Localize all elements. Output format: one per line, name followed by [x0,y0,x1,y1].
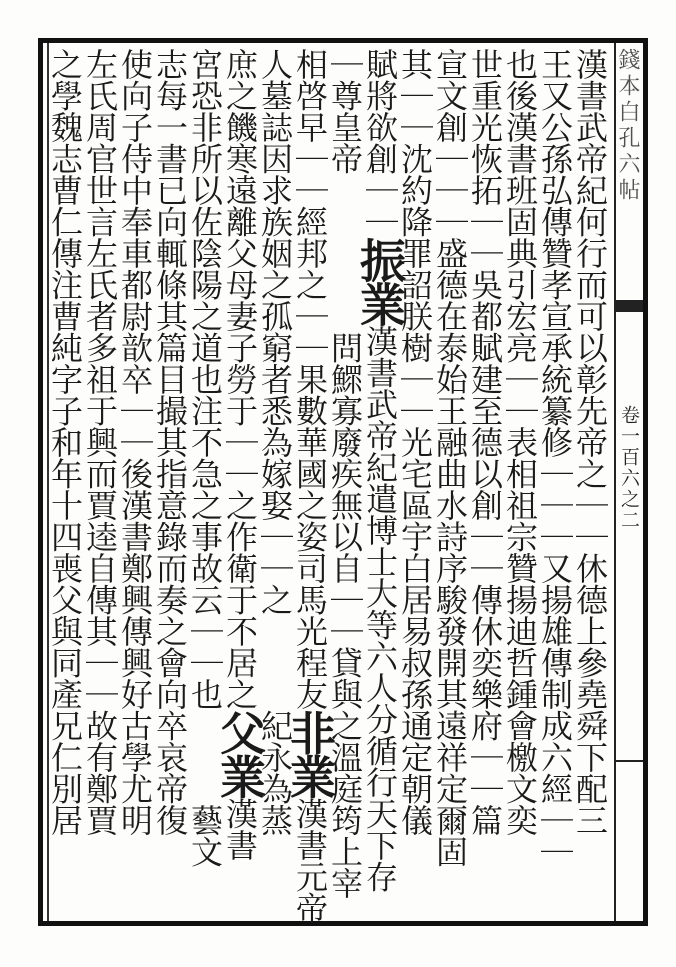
column-text: 左氏周官世言左氏者多祖于興而賈逵自傳其｜｜故有鄭賈 [81,48,119,836]
column-text: 宮恐非所以佐陰陽之道也注不急之事故云｜｜也 [186,48,224,710]
column-text: 也後漢書班固典引宏亮｜｜表相祖宗贊揚迪哲鍾會檄文奕 [501,48,539,836]
gutter-divider [616,760,643,762]
column-text: 宣文創｜｜｜盛德在泰始王融曲水詩序駿發開其遠祥定爾固 [431,48,469,867]
column-text: 賦將欲創｜｜ [361,48,399,237]
frame-top-border [38,38,648,43]
gutter-volume-label: 卷一百六之二 [618,405,640,531]
frame-right-border [643,38,648,926]
column-text: 志每一書已向輒條其篇目撮其指意錄而奏之會向卒哀帝復 [151,48,189,836]
column-text: 相啓早｜｜經邦之｜｜果數華國之姿司馬光程友 [291,48,329,710]
column-text: 庶之饑寒遠離父母妻子勞于｜｜之作衛于不居之 [221,48,259,710]
column-text: 人墓誌因求族姻之孤窮者悉為嫁娶｜｜之 [256,48,294,615]
column-text: 紀永為蒸 [256,709,294,836]
column-text: 使向子侍中奉車都尉歆卒｜｜後漢書鄭興傳興好古學尤明 [116,48,154,836]
entry-heading: 振業 [353,237,407,325]
entry-heading: 父業 [213,709,267,798]
column-text: 漢書 [221,797,259,861]
column-text: 問鰥寡廢疾無以自｜｜貸與之溫庭筠上宰 [326,331,364,899]
entry-heading: 非業 [283,709,337,798]
column-text: 漢書武帝紀遣博士大等六人分循行天下存 [361,325,399,892]
gutter-fishtail-mark [616,300,643,312]
column-text: 藝文 [186,804,224,867]
frame-bottom-border [38,921,648,926]
gutter-book-title: 錢本白孔六帖 [615,48,640,204]
column-text: 王又公孫弘傳贊孝宣承統纂修｜｜｜又揚雄傳制成六經｜｜ [536,48,574,867]
column-text: 其｜｜沈約降罪詔朕樹｜｜光宅區宇白居易叔孫通定朝儀 [396,48,434,836]
column-text: 漢書元帝 [291,797,329,924]
column-text: 漢書武帝紀何行而可以彰先帝之｜｜休德上參堯舜下配三 [571,48,609,836]
column-text: 世重光恢拓｜｜吳都賦建至德以創｜｜傳休奕樂府｜｜篇 [466,48,504,836]
text-columns [46,48,612,924]
column-text: ｜尊皇帝 [326,48,364,174]
text-column [43,48,87,918]
column-text: 之學魏志曹仁傳注曹純字子和年十四喪父與同產兄仁別居 [46,48,84,836]
